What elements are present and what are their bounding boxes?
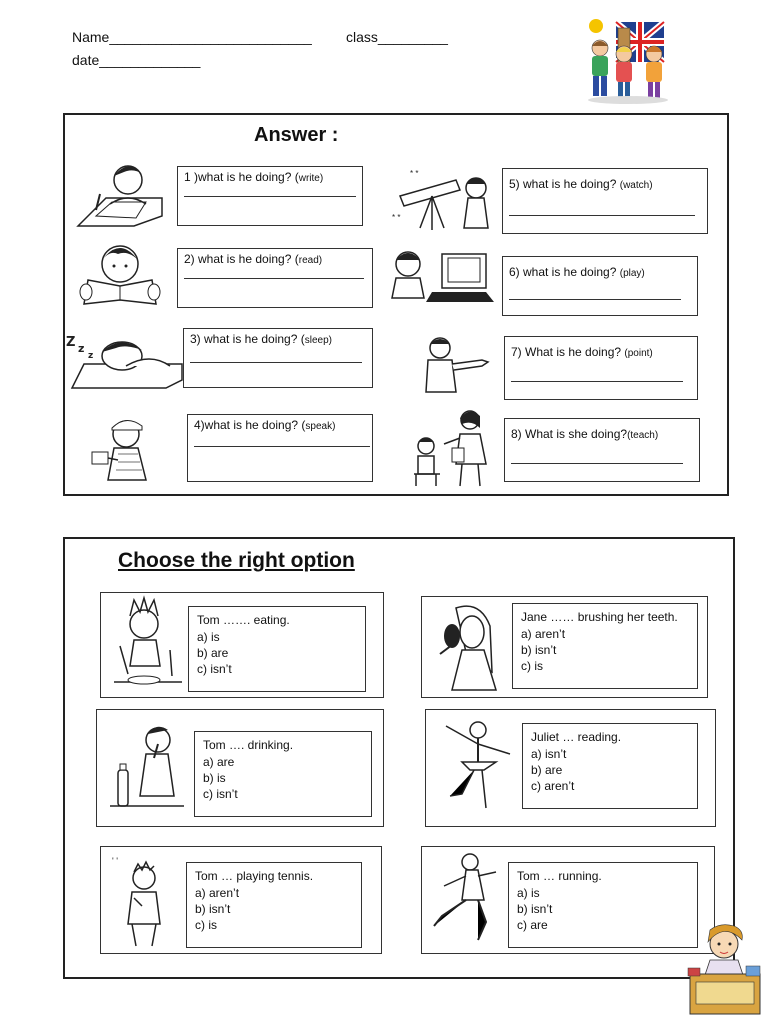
- option-a[interactable]: a) is: [197, 630, 220, 644]
- question-hint: (teach): [627, 430, 659, 441]
- option-c[interactable]: c) isn’t: [197, 662, 232, 676]
- option-c[interactable]: c) isn’t: [203, 787, 238, 801]
- option-card-1[interactable]: [188, 606, 366, 692]
- answer-line[interactable]: [184, 196, 356, 197]
- question-hint: sleep): [304, 335, 332, 346]
- option-c[interactable]: c) are: [517, 918, 548, 932]
- option-a[interactable]: a) aren’t: [521, 627, 566, 641]
- question-hint: speak): [305, 421, 336, 432]
- answer-section-title: Answer :: [254, 124, 339, 146]
- option-card-6[interactable]: [508, 862, 698, 948]
- boy-running-picture: [430, 850, 506, 946]
- svg-text:* *: * *: [392, 213, 401, 222]
- answer-line[interactable]: [184, 278, 364, 279]
- option-b[interactable]: b) are: [531, 763, 563, 777]
- option-card-4[interactable]: [522, 723, 698, 809]
- boy-speaking-picture: [86, 414, 162, 486]
- option-card-3[interactable]: [194, 731, 372, 817]
- boy-pointing-picture: [418, 334, 490, 394]
- class-field-label: class_________: [346, 29, 448, 45]
- boy-sleeping-picture: [66, 330, 186, 390]
- option-a[interactable]: a) is: [517, 886, 540, 900]
- boy-writing-picture: [76, 158, 166, 230]
- answer-question-5[interactable]: [502, 168, 708, 234]
- question-hint: (watch): [619, 180, 653, 191]
- option-a[interactable]: a) isn’t: [531, 747, 567, 761]
- question-text: 6) what is he doing?: [509, 265, 620, 279]
- svg-text:' ': ' ': [112, 856, 118, 866]
- option-b[interactable]: b) is: [203, 771, 226, 785]
- boy-drinking-picture: [110, 718, 186, 810]
- option-a[interactable]: a) are: [203, 755, 235, 769]
- question-hint: read): [298, 255, 323, 266]
- answer-line[interactable]: [190, 362, 362, 363]
- boy-playing-computer-picture: [390, 248, 498, 304]
- option-c[interactable]: c) is: [521, 659, 543, 673]
- choose-option-title: Choose the right option: [118, 549, 355, 572]
- answer-question-4[interactable]: [187, 414, 373, 482]
- name-field-label: Name__________________________: [72, 29, 312, 45]
- option-stem: Tom … running.: [517, 869, 602, 883]
- option-b[interactable]: b) isn’t: [521, 643, 557, 657]
- question-text: 5) what is he doing?: [509, 177, 620, 191]
- option-b[interactable]: b) isn’t: [195, 902, 231, 916]
- answer-line[interactable]: [509, 299, 681, 300]
- girl-dancing-picture: [440, 718, 514, 814]
- boy-reading-picture: [74, 240, 166, 308]
- boy-sick-picture: [112, 854, 172, 950]
- question-text: 1 )what is he doing? (: [184, 170, 299, 184]
- question-text: 3) what is he doing? (: [190, 332, 305, 346]
- option-stem: Tom …. drinking.: [203, 738, 294, 752]
- answer-question-3[interactable]: [183, 328, 373, 388]
- option-stem: Tom ……. eating.: [197, 613, 290, 627]
- question-text: 2) what is he doing? (: [184, 252, 299, 266]
- answer-line[interactable]: [511, 463, 683, 464]
- option-a[interactable]: a) aren’t: [195, 886, 240, 900]
- answer-line[interactable]: [509, 215, 695, 216]
- question-text: 8) What is she doing?: [511, 427, 628, 441]
- answer-line[interactable]: [194, 446, 370, 447]
- question-text: 4)what is he doing? (: [194, 418, 306, 432]
- svg-text:z: z: [88, 351, 94, 361]
- teacher-teaching-picture: [412, 408, 490, 488]
- answer-question-8[interactable]: [504, 418, 700, 482]
- answer-line[interactable]: [511, 381, 683, 382]
- option-stem: Jane …… brushing her teeth.: [521, 610, 678, 624]
- svg-text:z: z: [78, 342, 85, 355]
- option-stem: Tom … playing tennis.: [195, 869, 314, 883]
- option-card-2[interactable]: [512, 603, 698, 689]
- answer-question-2[interactable]: [177, 248, 373, 308]
- boy-watching-telescope-picture: [392, 168, 492, 232]
- option-b[interactable]: b) isn’t: [517, 902, 553, 916]
- svg-text:Z: Z: [66, 335, 76, 350]
- question-hint: (play): [619, 268, 645, 279]
- question-hint: (point): [624, 348, 653, 359]
- option-c[interactable]: c) aren’t: [531, 779, 575, 793]
- answer-question-1[interactable]: [177, 166, 363, 226]
- question-text: 7) What is he doing?: [511, 345, 625, 359]
- girl-brushing-teeth-picture: [426, 602, 512, 692]
- question-hint: write): [298, 173, 324, 184]
- option-c[interactable]: c) is: [195, 918, 217, 932]
- teacher-desk-illustration: [684, 922, 766, 1018]
- kids-flag-illustration: [578, 14, 678, 106]
- svg-text:* *: * *: [410, 169, 419, 178]
- boy-eating-picture: [106, 596, 190, 694]
- answer-question-6[interactable]: [502, 256, 698, 316]
- option-stem: Juliet … reading.: [531, 730, 622, 744]
- option-card-5[interactable]: [186, 862, 362, 948]
- option-b[interactable]: b) are: [197, 646, 229, 660]
- date-field-label: date_____________: [72, 52, 201, 68]
- answer-question-7[interactable]: [504, 336, 698, 400]
